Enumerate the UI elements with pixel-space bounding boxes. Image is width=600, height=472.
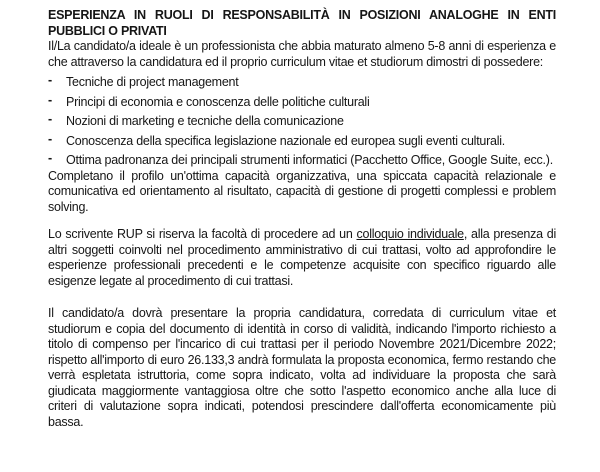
bullet-item bbox=[48, 153, 556, 169]
bullet-dash-icon: - bbox=[48, 73, 52, 87]
bullet-item bbox=[48, 92, 556, 111]
bullet-dash-icon: - bbox=[48, 151, 52, 165]
rup-text-before: Lo scrivente RUP si riserva la facoltà di procedere ad un bbox=[48, 227, 357, 241]
bullet-text: Principi di economia e conoscenza delle politiche culturali bbox=[66, 94, 370, 109]
candidacy-paragraph: Il candidato/a dovrà presentare la propria candidatura, corredata di curriculum vitae et studiorum e copia del documento di identità in corso di validità, indicando l'importo richiesto a titolo di compenso per l'incarico di cui trattasi per il periodo Novembre 2021/Dicembre 2022; rispetto all'importo di euro 26.133,3 andrà formulata la proposta economica, fermo restando che verrà espletata istruttoria, come sopra indicato, volta ad individuare la proposta che sarà giudicata maggiormente vantaggiosa oltre che sotto l'aspetto economico anche alla luce di criteri di valutazione sopra indicati, potendosi prescindere dall'offerta economicamente più bassa. bbox=[48, 306, 556, 429]
bullet-item bbox=[48, 131, 556, 150]
rup-paragraph bbox=[48, 227, 556, 289]
bullet-dash-icon: - bbox=[48, 112, 52, 126]
bullet-text: Tecniche di project management bbox=[66, 75, 239, 89]
bullet-item bbox=[48, 114, 556, 130]
profile-paragraph: Completano il profilo un'ottima capacità organizzativa, una spiccata capacità relazionale e comunicativa ed orientamento al risultato, capacità di gestione di progetti complessi e problem solving. bbox=[48, 168, 556, 214]
bullet-text: Nozioni di marketing e tecniche della comunicazione bbox=[66, 114, 344, 128]
bullet-item bbox=[48, 75, 556, 91]
bullet-list bbox=[48, 75, 556, 169]
bullet-dash-icon: - bbox=[48, 131, 52, 146]
bullet-text: Ottima padronanza dei principali strumenti informatici (Pacchetto Office, Google Suite, ecc.). bbox=[66, 153, 553, 167]
bullet-text: Conoscenza della specifica legislazione nazionale ed europea sugli eventi culturali. bbox=[66, 133, 506, 148]
bullet-dash-icon: - bbox=[48, 92, 52, 107]
rup-text-after: , alla presenza di altri soggetti coinvolti nel procedimento amministrativo di cui trattasi, volto ad approfondire le esperienze professionali precedenti e le competenze acquisite con specifico riguardo alle esigenze legate al procedimento di cui trattasi. bbox=[48, 227, 556, 288]
intro-paragraph: Il/La candidato/a ideale è un professionista che abbia maturato almeno 5-8 anni di esperienza e che attraverso la candidatura ed il proprio curriculum vitae et studiorum dimostri di possedere: bbox=[48, 39, 556, 69]
section-title: ESPERIENZA IN RUOLI DI RESPONSABILITÀ IN POSIZIONI ANALOGHE IN ENTI PUBBLICI O PRIVATI bbox=[48, 8, 556, 38]
colloquio-underlined-text: colloquio individuale bbox=[356, 227, 464, 241]
